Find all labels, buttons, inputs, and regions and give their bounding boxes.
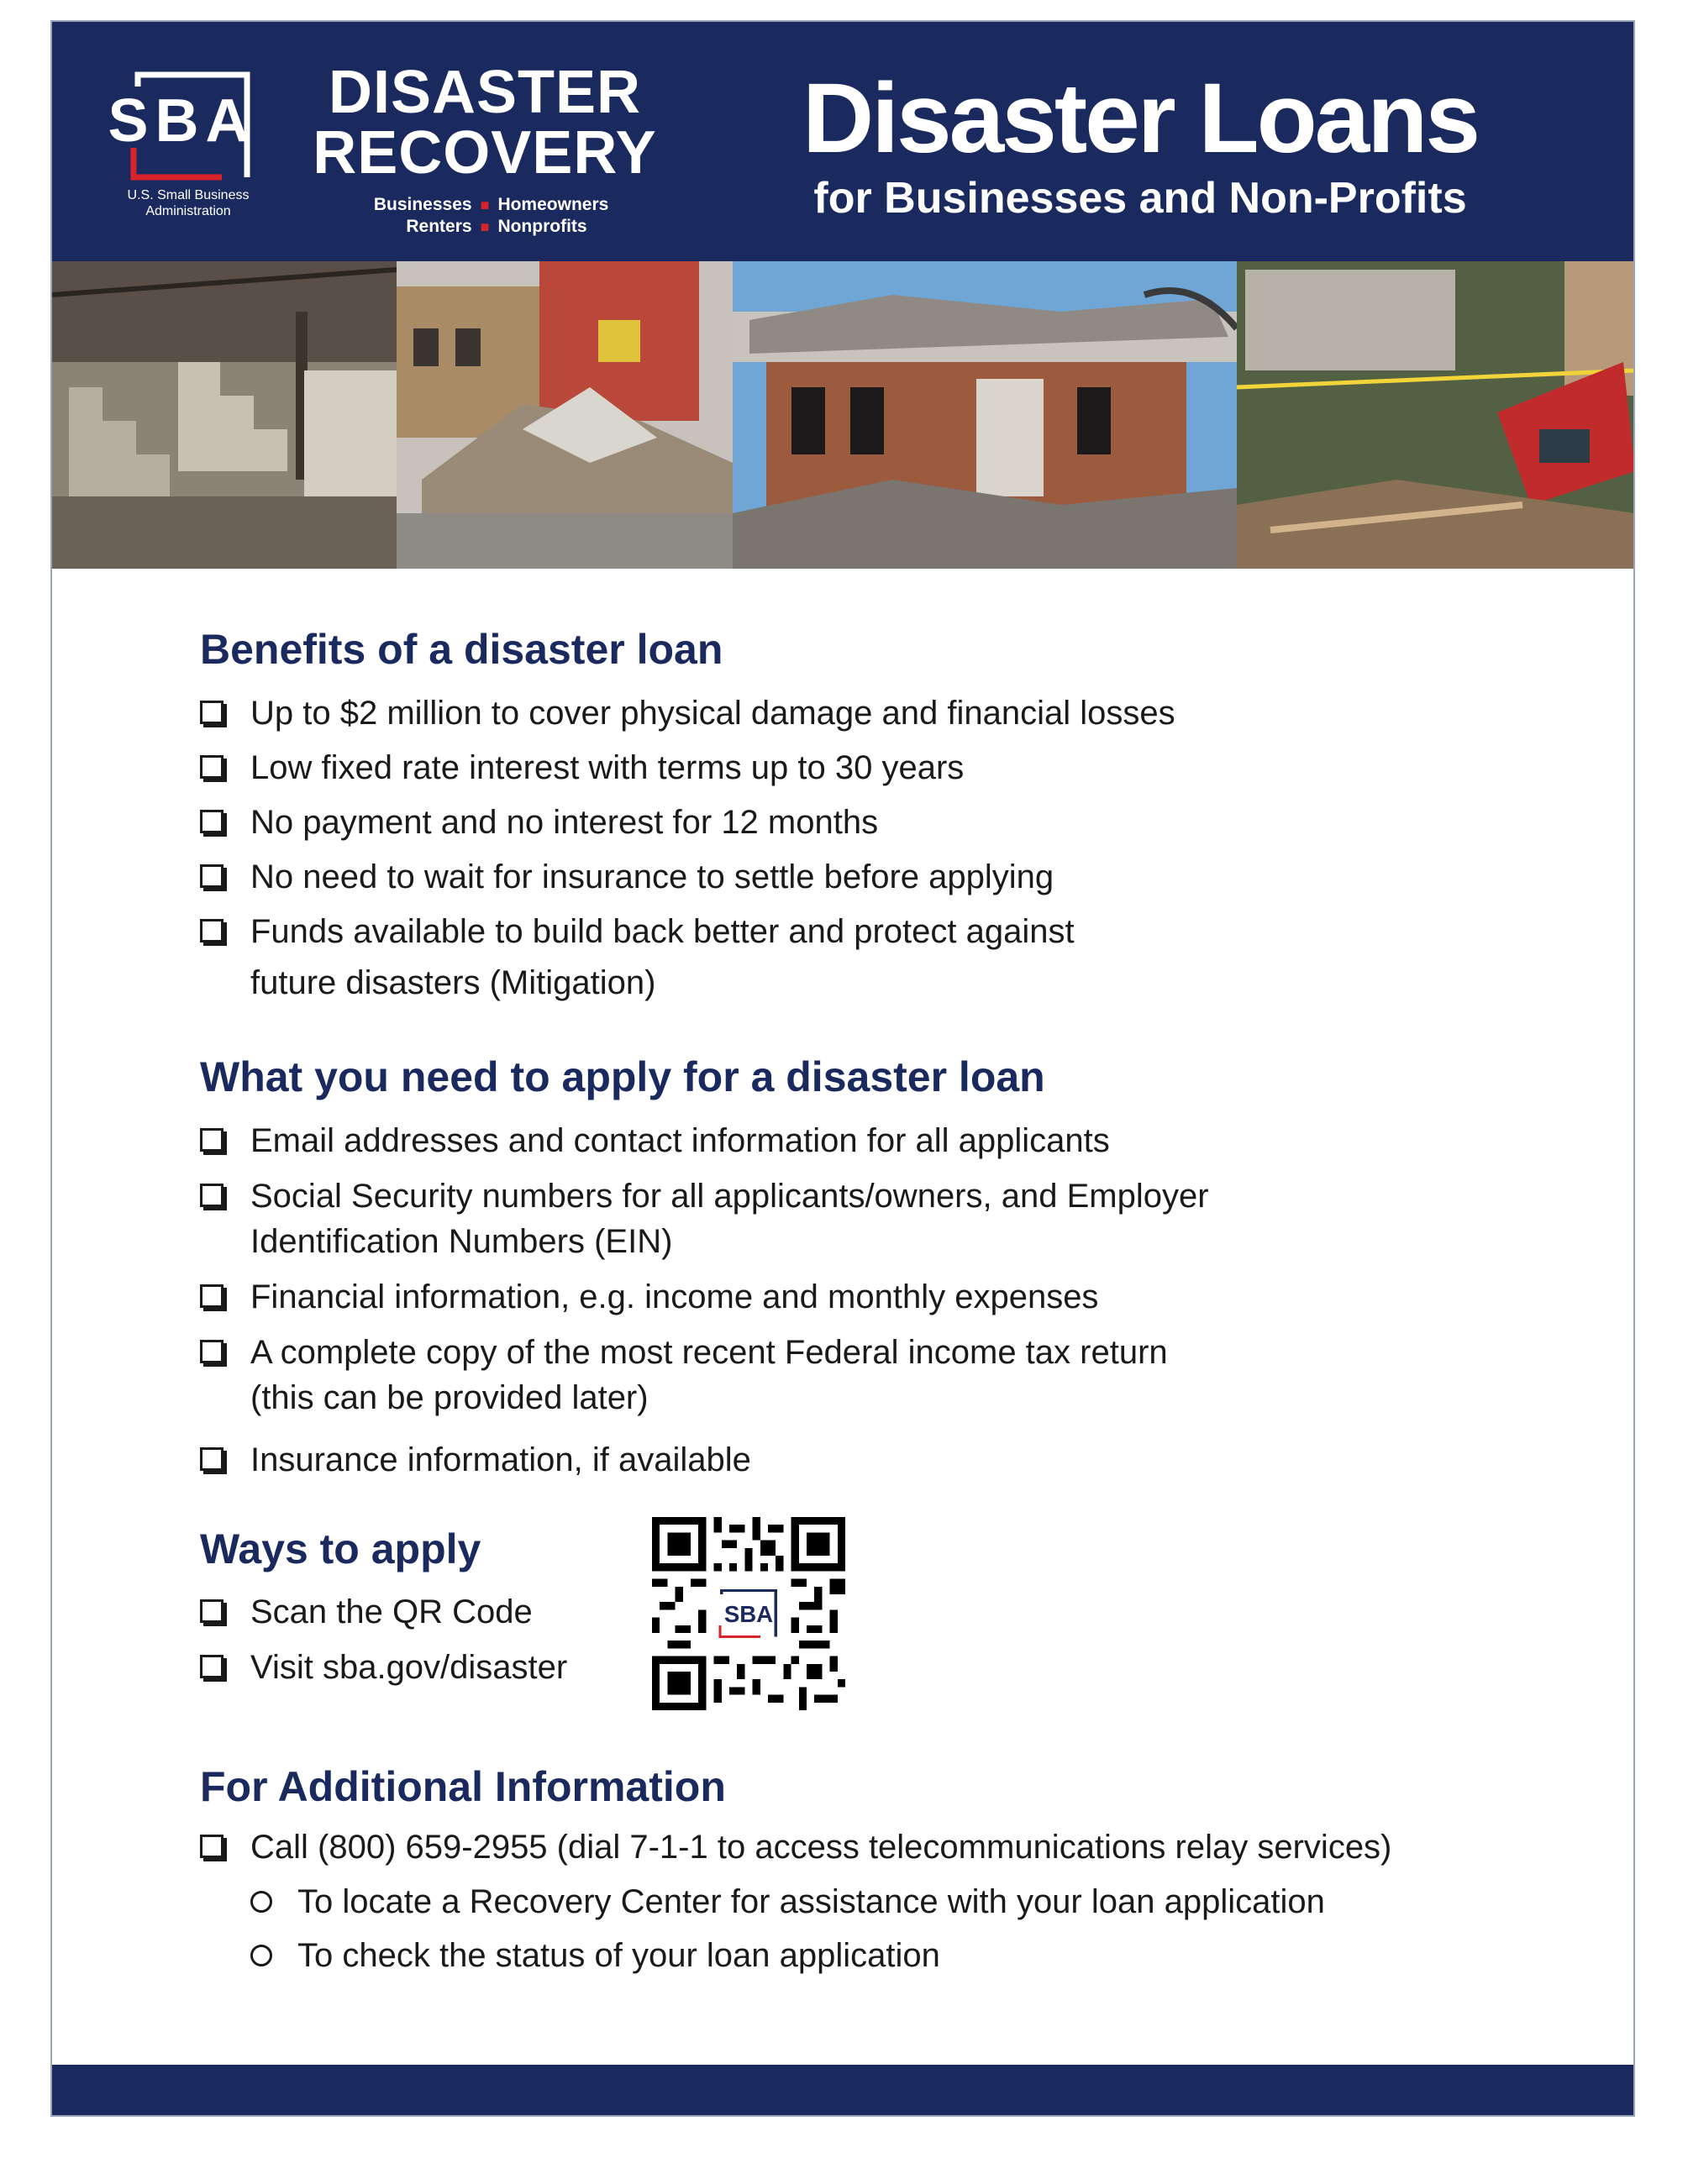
checkbox-icon: [200, 919, 223, 942]
requirement-text: Financial information, e.g. income and monthly expenses: [250, 1278, 1099, 1315]
circle-bullet-icon: [250, 1945, 272, 1966]
requirements-heading: What you need to apply for a disaster loan: [200, 1053, 1045, 1100]
bullet-square-icon: ■: [480, 197, 490, 213]
header-banner: [52, 22, 1635, 261]
requirement-item-continued: [250, 1219, 1427, 1264]
requirement-item: [200, 1437, 1427, 1483]
call-item: [200, 1824, 1595, 1870]
requirement-text: Insurance information, if available: [250, 1441, 751, 1478]
program-line-1: DISASTER: [328, 59, 642, 126]
requirement-text: (this can be provided later): [250, 1379, 649, 1416]
flyer-page: [50, 20, 1635, 2117]
benefit-text: Low fixed rate interest with terms up to 30 years: [250, 749, 965, 786]
requirement-item: [200, 1330, 1427, 1375]
photo-damaged-building: [733, 261, 1237, 569]
checkbox-icon: [200, 1340, 223, 1363]
ways-text: Visit sba.gov/disaster: [250, 1649, 568, 1686]
benefit-text: No payment and no interest for 12 months: [250, 804, 879, 841]
benefit-text: future disasters (Mitigation): [250, 964, 656, 1001]
benefit-text: No need to wait for insurance to settle before applying: [250, 858, 1054, 895]
benefit-item: [200, 909, 1427, 954]
call-text: Call (800) 659-2955 (dial 7-1-1 to access telecommunications relay services): [250, 1829, 1392, 1866]
photo-ruined-steps: [52, 261, 397, 569]
ways-item: [200, 1589, 620, 1635]
checkbox-icon: [200, 1655, 223, 1678]
benefits-heading: Benefits of a disaster loan: [200, 626, 723, 673]
audience-list: [329, 194, 657, 238]
benefit-item: [200, 854, 1427, 900]
call-sub-item: [250, 1933, 940, 1978]
circle-bullet-icon: [250, 1891, 272, 1913]
checkbox-icon: [200, 1447, 223, 1471]
checkbox-icon: [200, 1128, 223, 1152]
benefit-item: [200, 800, 1427, 845]
benefit-text: Funds available to build back better and protect against: [250, 913, 1075, 950]
checkbox-icon: [200, 1184, 223, 1207]
requirement-text: Identification Numbers (EIN): [250, 1223, 673, 1260]
photo-debris-building: [397, 261, 733, 569]
requirement-item-continued: [250, 1375, 1427, 1420]
audience-item: Businesses: [373, 195, 472, 214]
checkbox-icon: [200, 1284, 223, 1308]
sba-logo: [104, 68, 260, 218]
requirement-text: Email addresses and contact information for all applicants: [250, 1122, 1110, 1159]
benefit-item: [200, 745, 1427, 790]
checkbox-icon: [200, 755, 223, 779]
additional-heading: For Additional Information: [200, 1763, 726, 1810]
ways-text: Scan the QR Code: [250, 1593, 533, 1630]
benefit-text: Up to $2 million to cover physical damage and financial losses: [250, 695, 1175, 732]
checkbox-icon: [200, 810, 223, 833]
checkbox-icon: [200, 1599, 223, 1623]
footer-bar: [52, 2065, 1635, 2117]
checkbox-icon: [200, 701, 223, 724]
benefit-item-continued: [250, 960, 1427, 1005]
photo-overturned-truck: [1237, 261, 1635, 569]
bullet-square-icon: ■: [480, 218, 490, 235]
disaster-photo-strip: [52, 261, 1635, 569]
requirement-text: Social Security numbers for all applicants/owners, and Employer: [250, 1178, 1209, 1215]
qr-logo-text: SBA: [723, 1601, 774, 1628]
sba-logo-text: SBA: [108, 87, 256, 155]
ways-item: [200, 1645, 620, 1690]
page-title: Disaster Loans: [802, 63, 1478, 174]
qr-code[interactable]: [652, 1517, 845, 1710]
program-name: [292, 59, 678, 186]
requirement-item: [200, 1274, 1427, 1320]
checkbox-icon: [200, 1835, 223, 1858]
page-subtitle: for Businesses and Non-Profits: [813, 174, 1467, 223]
call-sub-text: To check the status of your loan application: [297, 1937, 940, 1974]
ways-heading: Ways to apply: [200, 1525, 481, 1572]
audience-item: Renters: [406, 217, 472, 236]
sba-logo-caption: U.S. Small Business Administration: [127, 188, 250, 218]
audience-item: Nonprofits: [497, 217, 587, 236]
call-sub-item: [250, 1879, 1325, 1924]
audience-item: Homeowners: [497, 195, 609, 214]
call-sub-text: To locate a Recovery Center for assistance with your loan application: [297, 1883, 1325, 1920]
audience-row: [329, 194, 657, 216]
benefit-item: [200, 690, 1427, 736]
requirement-item: [200, 1173, 1427, 1219]
program-line-2: RECOVERY: [313, 119, 657, 186]
requirement-text: A complete copy of the most recent Federal income tax return: [250, 1334, 1168, 1371]
requirement-item: [200, 1118, 1427, 1163]
checkbox-icon: [200, 864, 223, 888]
audience-row: [329, 216, 657, 238]
